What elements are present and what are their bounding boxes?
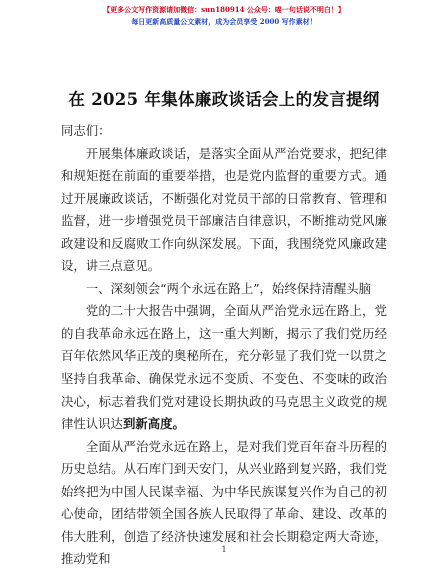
- paragraph-intro: 开展集体廉政谈话，是落实全面从严治党要求，把纪律和规矩挺在前面的重要举措，也是党内监督的重要方式。通过开展廉政谈话，不断强化对党员干部的日常教育、管理和监督，进一步增强党员干部廉洁自律意识，不断推动党风廉政建设和反腐败工作向纵深发展。下面，我围绕党风廉政建设，讲三点意见。: [61, 145, 387, 274]
- header-banner: [0, 4, 448, 28]
- banner-member-line: 每日更新高质量公文素材，成为会员享受 2000 写作素材！: [131, 17, 317, 26]
- document-title: 在 2025 年集体廉政谈话会上的发言提纲: [68, 90, 380, 109]
- banner-wechat-line: 【更多公文写作资源请加微信：sun180914 公众号：喵一句话说不明白！】: [103, 5, 345, 14]
- paragraph-1-bold-tail: 到新高度。: [122, 416, 185, 432]
- salutation: 同志们：: [61, 123, 111, 138]
- page-number: 1: [221, 545, 227, 554]
- paragraph-1: [61, 300, 387, 435]
- paragraph-2: 全面从严治党永远在路上，是对我们党百年奋斗历程的历史总结。从石库门到天安门，从兴业路到复兴路，我们党始终把为中国人民谋幸福、为中华民族谋复兴作为自己的初心使命，团结带领全国各族人民取得了革命、建设、改革的伟大胜利，创造了经济快速发展和社会长期稳定两大奇迹，推动党和: [61, 438, 387, 567]
- section-heading-1: 一、深刻领会“两个永远在路上”，始终保持清醒头脑: [85, 280, 372, 296]
- paragraph-1-text: 党的二十大报告中强调，全面从严治党永远在路上，党的自我革命永远在路上，这一重大判断，揭示了我们党历经百年依然风华正茂的奥秘所在，充分彰显了我们党一以贯之坚持自我革命、确保党永远不变质、不变色、不变味的政治决心，标志着我们党对建设长期执政的马克思主义政党的规律性认识达: [61, 303, 387, 432]
- document-body: [61, 120, 387, 571]
